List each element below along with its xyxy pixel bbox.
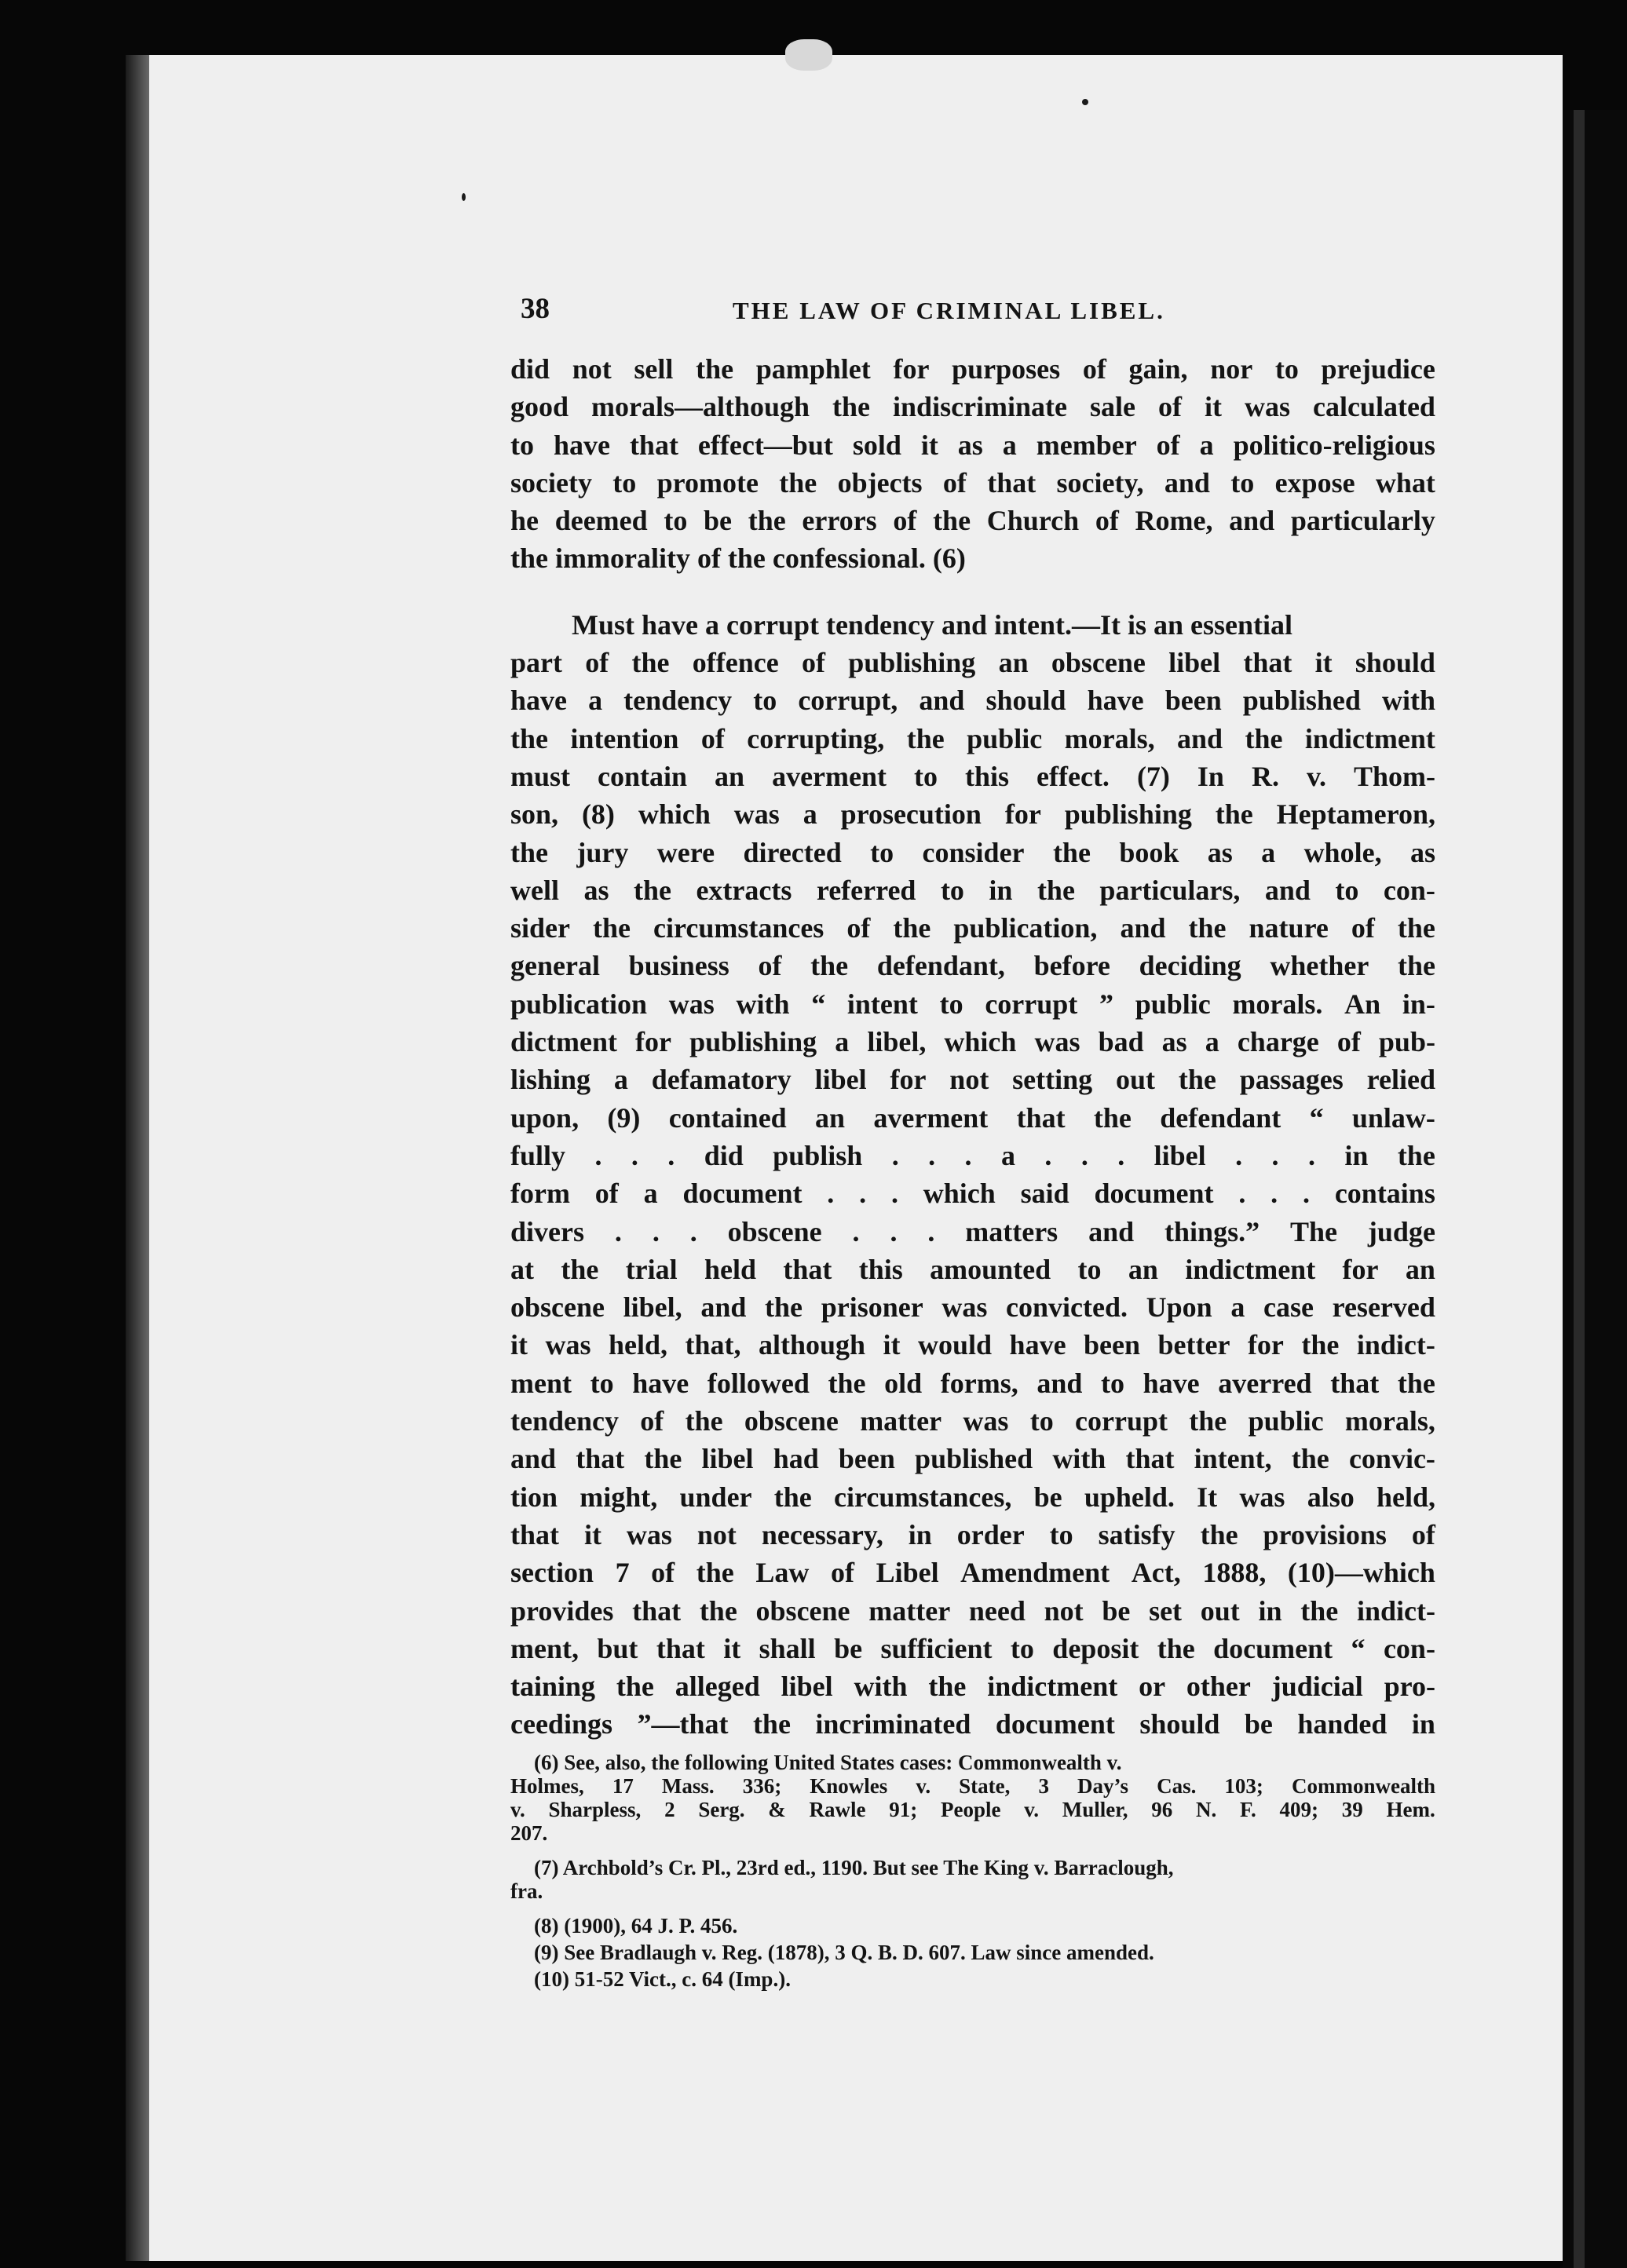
- text-line: must contain an averment to this effect. (7) In R. v. Thom-: [510, 760, 1435, 792]
- running-head: [521, 292, 1431, 331]
- body-text: [510, 350, 1435, 1744]
- footnote-line: (9) See Bradlaugh v. Reg. (1878), 3 Q. B. D. 607. Law since amended.: [534, 1941, 1154, 1964]
- text-line: did not sell the pamphlet for purposes of gain, nor to prejudice: [510, 353, 1435, 385]
- text-line: publication was with “ intent to corrupt ” public morals. An in-: [510, 988, 1435, 1020]
- page-right-edge: [1563, 110, 1627, 2268]
- footnote-10: [510, 1967, 1435, 1991]
- text-run: —It is an essential: [1072, 608, 1293, 641]
- text-line: form of a document . . . which said document . . . contains: [510, 1178, 1435, 1210]
- text-line: that it was not necessary, in order to satisfy the provisions of: [510, 1518, 1435, 1550]
- footnote-line: fra.: [510, 1879, 543, 1903]
- text-line: good morals—although the indiscriminate sale of it was calculated: [510, 391, 1435, 423]
- text-line: upon, (9) contained an averment that the defendant “ unlaw-: [510, 1101, 1435, 1134]
- text-line: part of the offence of publishing an obscene libel that it should: [510, 647, 1435, 679]
- text-line: the immorality of the confessional. (6): [510, 542, 966, 575]
- footnote-line: 207.: [510, 1821, 548, 1845]
- side-heading: Must have a corrupt tendency and intent.: [572, 608, 1072, 641]
- text-line: general business of the defendant, before deciding whether the: [510, 950, 1435, 982]
- footnote-line: (7) Archbold’s Cr. Pl., 23rd ed., 1190. But see The King v. Barraclough,: [534, 1856, 1174, 1879]
- footnote-8: [510, 1914, 1435, 1937]
- text-line: provides that the obscene matter need not be set out in the indict-: [510, 1594, 1435, 1627]
- footnote-line: (8) (1900), 64 J. P. 456.: [534, 1914, 738, 1937]
- footnote-line: v. Sharpless, 2 Serg. & Rawle 91; People v. Muller, 96 N. F. 409; 39 Hem.: [510, 1798, 1435, 1821]
- text-line: to have that effect—but sold it as a member of a politico-religious: [510, 429, 1435, 461]
- running-title: THE LAW OF CRIMINAL LIBEL.: [733, 297, 1165, 324]
- footnotes: [510, 1751, 1435, 1994]
- text-line: ment, but that it shall be sufficient to deposit the document “ con-: [510, 1632, 1435, 1664]
- scan-speck: [1082, 99, 1088, 105]
- footnote-7: [510, 1856, 1435, 1903]
- text-line: tion might, under the circumstances, be upheld. It was also held,: [510, 1481, 1435, 1513]
- text-line: the jury were directed to consider the book as a whole, as: [510, 836, 1435, 868]
- text-line: lishing a defamatory libel for not setting out the passages relied: [510, 1064, 1435, 1096]
- text-line: at the trial held that this amounted to an indictment for an: [510, 1253, 1435, 1285]
- footnote-6: [510, 1751, 1435, 1845]
- text-line: sider the circumstances of the publication, and the nature of the: [510, 912, 1435, 944]
- text-line: fully . . . did publish . . . a . . . libel . . . in the: [510, 1139, 1435, 1171]
- footnote-line: (6) See, also, the following United States cases: Commonwealth v.: [534, 1751, 1122, 1774]
- text-line: [510, 606, 1435, 644]
- text-line: have a tendency to corrupt, and should have been published with: [510, 685, 1435, 717]
- footnote-line: Holmes, 17 Mass. 336; Knowles v. State, 3 Day’s Cas. 103; Commonwealth: [510, 1774, 1435, 1798]
- text-line: obscene libel, and the prisoner was convicted. Upon a case reserved: [510, 1291, 1435, 1324]
- text-line: dictment for publishing a libel, which was bad as a charge of pub-: [510, 1026, 1435, 1058]
- text-line: taining the alleged libel with the indictment or other judicial pro-: [510, 1671, 1435, 1703]
- text-line: ment to have followed the old forms, and to have averred that the: [510, 1367, 1435, 1399]
- paragraph-2: [510, 606, 1435, 1744]
- text-line: son, (8) which was a prosecution for publishing the Heptameron,: [510, 798, 1435, 831]
- text-line: tendency of the obscene matter was to corrupt the public morals,: [510, 1405, 1435, 1437]
- scan-speck: [462, 193, 466, 201]
- text-line: he deemed to be the errors of the Church of Rome, and particularly: [510, 505, 1435, 537]
- text-line: well as the extracts referred to in the particulars, and to con-: [510, 874, 1435, 906]
- text-line: ceedings ”—that the incriminated document should be handed in: [510, 1708, 1435, 1740]
- scan-speck: [785, 39, 832, 71]
- paragraph-1: [510, 350, 1435, 578]
- page-number: 38: [521, 293, 550, 325]
- text-line: section 7 of the Law of Libel Amendment Act, 1888, (10)—which: [510, 1557, 1435, 1589]
- text-line: the intention of corrupting, the public morals, and the indictment: [510, 722, 1435, 754]
- text-line: it was held, that, although it would have been better for the indict-: [510, 1329, 1435, 1361]
- text-line: divers . . . obscene . . . matters and things.” The judge: [510, 1215, 1435, 1247]
- text-line: society to promote the objects of that society, and to expose what: [510, 466, 1435, 499]
- text-line: and that the libel had been published with that intent, the convic-: [510, 1443, 1435, 1475]
- footnote-9: [510, 1941, 1435, 1964]
- footnote-line: (10) 51-52 Vict., c. 64 (Imp.).: [534, 1967, 791, 1991]
